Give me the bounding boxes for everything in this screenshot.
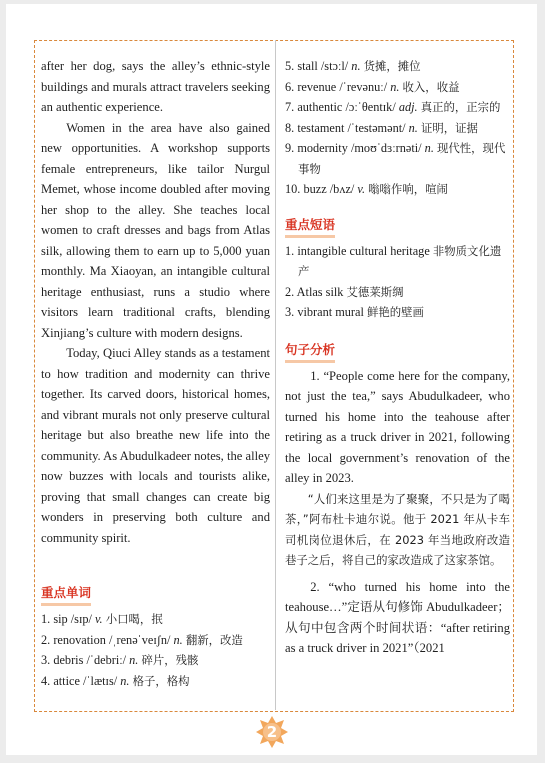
phrase-item: 3. vibrant mural 鲜艳的壁画 [285, 305, 424, 319]
vocab-item: 4. attice /ˈlætɪs/ n. 格子，格构 [41, 673, 190, 688]
page-number: 2 [266, 723, 278, 741]
paragraph-1: after her dog, says the alley’s ethnic-style buildings and murals attract travelers seeking an authentic experience. [41, 59, 270, 114]
analysis-sentence-1: 1. “People come here for the company, not just the tea,” says Abudulkadeer, who turned his home into the teahouse after retiring as a truck driver in 2021, following the local government’s renovation of the alley in 2023. [285, 368, 510, 485]
vocab-item: 2. renovation /ˌrenəˈveɪʃn/ n. 翻新，改造 [41, 632, 243, 647]
phrase-item: 2. Atlas silk 艾德莱斯绸 [285, 284, 404, 299]
paragraph-2 [41, 118, 270, 344]
right-column [285, 56, 510, 659]
vocab-list-left [41, 609, 270, 691]
vocab-section [41, 584, 270, 691]
analysis-translation-1: “人们来这里是为了聚聚，不只是为了喝茶，”阿布杜卡迪尔说。他于 2021 年从卡车司机岗位退休后，在 2023 年当地政府改造巷子之后，将自己的家改造成了这家茶馆。 [285, 491, 510, 567]
phrase-item: 1. intangible cultural heritage 非物质文化遗产 [285, 243, 502, 278]
vocab-heading: 重点单词 [41, 584, 91, 606]
analysis-section [285, 341, 510, 659]
vocab-item: 6. revenue /ˈrevənuː/ n. 收入，收益 [285, 79, 460, 94]
vocab-item: 8. testament /ˈtestəmənt/ n. 证明，证据 [285, 120, 478, 135]
vocab-item: 9. modernity /moʊˈdɜːrnəti/ n. 现代性，现代事物 [285, 141, 506, 176]
vocab-item: 1. sip /sɪp/ v. 小口喝，抿 [41, 612, 163, 626]
paragraph-2-text: Women in the area have also gained new opportunities. A workshop supports female entrepreneurs, like tailor Nurgul Memet, whose income doubled after moving her shop to the alley. She teaches local women to craft dresses and bags from Atlas silk, allowing them to earn up to 5,000 yuan monthly. Ma Xiaoyan, an intangible cultural heritage enthusiast, runs a studio where visitors learn traditional crafts, blending Xinjiang’s culture with modern designs. [41, 120, 270, 340]
analysis-sentence-2: 2. “who turned his home into the teahouse…”定语从句修饰 Abudulkadeer；从句中包含两个时间状语：“after retiring as a truck driver in 2021”（2021 [285, 579, 510, 655]
vocab-list-right [285, 56, 510, 200]
vocab-item: 7. authentic /ɔːˈθentɪk/ adj. 真正的，正宗的 [285, 100, 501, 114]
vocab-item: 5. stall /stɔːl/ n. 货摊，摊位 [285, 59, 421, 73]
column-divider [275, 40, 276, 710]
vocab-item: 10. buzz /bʌz/ v. 嗡嗡作响，喧闹 [285, 182, 448, 196]
document-page [6, 4, 537, 755]
page-number-badge [255, 715, 289, 749]
phrases-section [285, 216, 510, 323]
phrases-heading: 重点短语 [285, 216, 335, 238]
phrases-list [285, 241, 510, 323]
paragraph-3: Today, Qiuci Alley stands as a testament to how tradition and modernity can thrive together. Its carved doors, historical homes, and vibrant murals not only preserve cultural heritage but also breathe new life into the community. As Abudulkadeer notes, the alley now buzzes with locals and tourists alike, proving that small changes can create big wonders in preserving both culture and community spirit. [41, 346, 270, 545]
left-column [41, 56, 270, 691]
vocab-item: 3. debris /ˈdebriː/ n. 碎片，残骸 [41, 653, 199, 667]
analysis-heading: 句子分析 [285, 341, 335, 363]
